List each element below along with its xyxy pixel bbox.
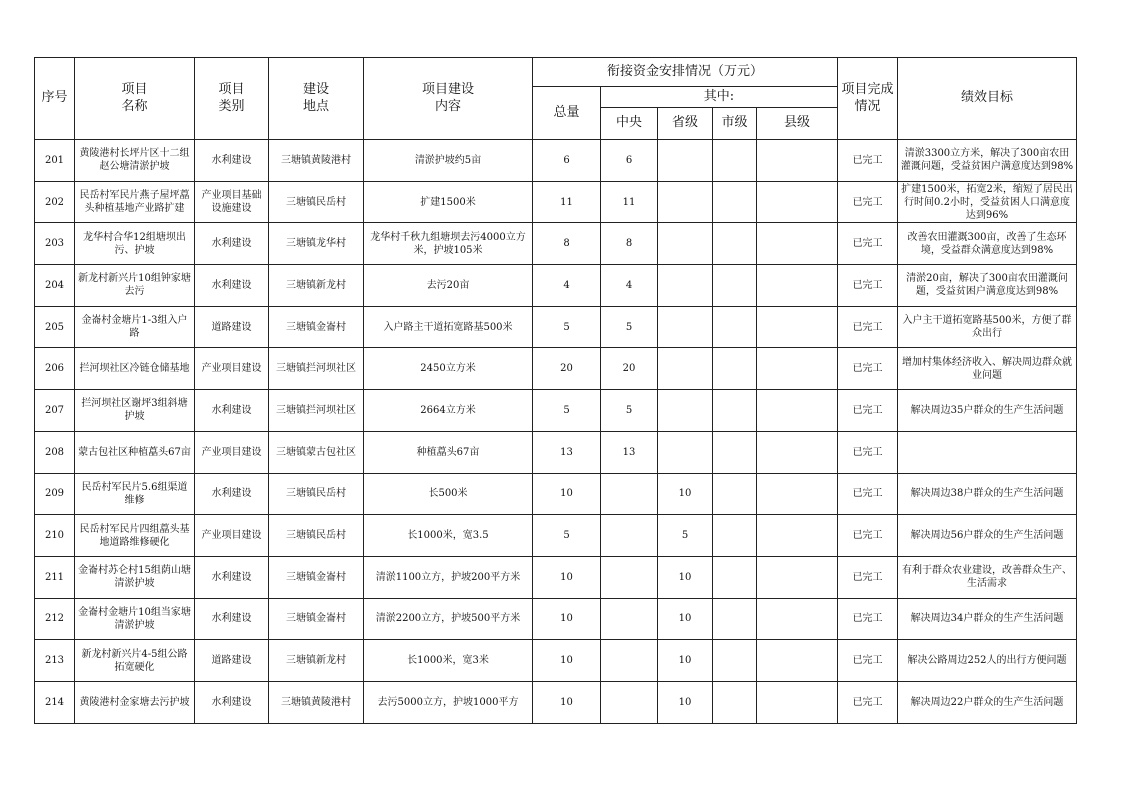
- cell-name: 蒙古包社区种植藠头67亩: [75, 431, 195, 473]
- cell-name: 民岳村军民片5.6组渠道维修: [75, 473, 195, 515]
- header-goal: 绩效目标: [898, 58, 1077, 140]
- cell-location: 三塘镇金崙村: [269, 556, 364, 598]
- cell-content: 入户路主干道拓宽路基500米: [364, 306, 533, 348]
- cell-location: 三塘镇龙华村: [269, 223, 364, 265]
- cell-content: 2664立方米: [364, 390, 533, 432]
- cell-total: 10: [533, 556, 601, 598]
- cell-city: [713, 473, 757, 515]
- cell-city: [713, 223, 757, 265]
- cell-status: 已完工: [838, 473, 898, 515]
- cell-seq: 211: [35, 556, 75, 598]
- cell-total: 5: [533, 515, 601, 557]
- cell-type: 水利建设: [195, 390, 269, 432]
- cell-goal: 解决公路周边252人的出行方便问题: [898, 640, 1077, 682]
- cell-county: [757, 473, 838, 515]
- header-location-text: 建设 地点: [302, 81, 329, 114]
- cell-status: 已完工: [838, 681, 898, 723]
- cell-seq: 209: [35, 473, 75, 515]
- cell-provincial: [658, 265, 713, 307]
- cell-provincial: [658, 431, 713, 473]
- cell-name: 龙华村合华12组塘坝出污、护坡: [75, 223, 195, 265]
- header-city: 市级: [713, 108, 757, 140]
- cell-location: 三塘镇拦河坝社区: [269, 390, 364, 432]
- table-row: [35, 640, 1077, 682]
- cell-name: 金崙村苏仑村15组荫山塘清淤护坡: [75, 556, 195, 598]
- cell-provincial: 10: [658, 681, 713, 723]
- header-funding: 衔接资金安排情况（万元）: [533, 58, 838, 87]
- header-total: 总量: [533, 87, 601, 140]
- cell-location: 三塘镇金崙村: [269, 306, 364, 348]
- cell-goal: 解决周边35户群众的生产生活问题: [898, 390, 1077, 432]
- cell-seq: 205: [35, 306, 75, 348]
- cell-name: 金崙村金塘片10组当家塘清淤护坡: [75, 598, 195, 640]
- cell-city: [713, 681, 757, 723]
- cell-seq: 212: [35, 598, 75, 640]
- cell-total: 10: [533, 473, 601, 515]
- table-row: [35, 431, 1077, 473]
- header-content-text: 项目建设 内容: [421, 81, 474, 114]
- cell-type: 道路建设: [195, 306, 269, 348]
- cell-name: 新龙村新兴片4-5组公路拓宽硬化: [75, 640, 195, 682]
- cell-provincial: 10: [658, 473, 713, 515]
- table-row: [35, 515, 1077, 557]
- cell-status: 已完工: [838, 265, 898, 307]
- cell-goal: 解决周边38户群众的生产生活问题: [898, 473, 1077, 515]
- cell-total: 20: [533, 348, 601, 390]
- header-seq: 序号: [35, 58, 75, 140]
- cell-type: 水利建设: [195, 265, 269, 307]
- cell-location: 三塘镇新龙村: [269, 640, 364, 682]
- cell-location: 三塘镇黄陵港村: [269, 681, 364, 723]
- table-row: [35, 348, 1077, 390]
- cell-location: 三塘镇金崙村: [269, 598, 364, 640]
- header-type: [195, 58, 269, 140]
- cell-total: 11: [533, 181, 601, 223]
- cell-central: 11: [601, 181, 658, 223]
- cell-name: 民岳村军民片燕子屋坪藠头种植基地产业路扩建: [75, 181, 195, 223]
- cell-goal: 入户主干道拓宽路基500米，方便了群众出行: [898, 306, 1077, 348]
- cell-total: 13: [533, 431, 601, 473]
- cell-location: 三塘镇民岳村: [269, 181, 364, 223]
- cell-total: 10: [533, 681, 601, 723]
- cell-location: 三塘镇黄陵港村: [269, 140, 364, 182]
- table-body: [35, 140, 1077, 724]
- cell-type: 水利建设: [195, 473, 269, 515]
- cell-name: 拦河坝社区谢坪3组斜塘护坡: [75, 390, 195, 432]
- cell-seq: 203: [35, 223, 75, 265]
- header-name-text: 项目 名称: [121, 81, 148, 114]
- cell-goal: 清淤20亩，解决了300亩农田灌溉问题，受益贫困户满意度达到98%: [898, 265, 1077, 307]
- cell-total: 8: [533, 223, 601, 265]
- cell-status: 已完工: [838, 515, 898, 557]
- cell-provincial: 10: [658, 598, 713, 640]
- cell-type: 水利建设: [195, 223, 269, 265]
- cell-content: 去污5000立方，护坡1000平方: [364, 681, 533, 723]
- cell-provincial: [658, 140, 713, 182]
- cell-provincial: [658, 181, 713, 223]
- header-central: 中央: [601, 108, 658, 140]
- header-status: [838, 58, 898, 140]
- table-row: [35, 390, 1077, 432]
- cell-central: [601, 515, 658, 557]
- cell-type: 产业项目建设: [195, 515, 269, 557]
- project-table: [34, 57, 1077, 724]
- cell-central: [601, 681, 658, 723]
- cell-content: 种植藠头67亩: [364, 431, 533, 473]
- table-row: [35, 223, 1077, 265]
- cell-county: [757, 431, 838, 473]
- cell-status: 已完工: [838, 140, 898, 182]
- cell-county: [757, 265, 838, 307]
- cell-name: 民岳村军民片四组藠头基地道路维修硬化: [75, 515, 195, 557]
- cell-name: 黄陵港村长坪片区十二组赵公塘清淤护坡: [75, 140, 195, 182]
- cell-location: 三塘镇蒙古包社区: [269, 431, 364, 473]
- cell-type: 水利建设: [195, 598, 269, 640]
- header-location: [269, 58, 364, 140]
- cell-county: [757, 348, 838, 390]
- cell-county: [757, 515, 838, 557]
- header-of-which: 其中:: [601, 87, 838, 108]
- table-row: [35, 306, 1077, 348]
- cell-goal: 改善农田灌溉300亩，改善了生态环境，受益群众满意度达到98%: [898, 223, 1077, 265]
- cell-goal: 解决周边34户群众的生产生活问题: [898, 598, 1077, 640]
- cell-total: 5: [533, 390, 601, 432]
- cell-content: 长500米: [364, 473, 533, 515]
- cell-provincial: [658, 306, 713, 348]
- cell-city: [713, 265, 757, 307]
- cell-location: 三塘镇民岳村: [269, 515, 364, 557]
- cell-provincial: [658, 223, 713, 265]
- cell-city: [713, 598, 757, 640]
- cell-central: 5: [601, 306, 658, 348]
- cell-central: [601, 556, 658, 598]
- cell-content: 龙华村千秋九组塘坝去污4000立方米，护坡105米: [364, 223, 533, 265]
- cell-goal: 解决周边56户群众的生产生活问题: [898, 515, 1077, 557]
- cell-goal: 有利于群众农业建设，改善群众生产、生活需求: [898, 556, 1077, 598]
- cell-name: 金崙村金塘片1-3组入户路: [75, 306, 195, 348]
- cell-seq: 204: [35, 265, 75, 307]
- table-row: [35, 556, 1077, 598]
- cell-central: 8: [601, 223, 658, 265]
- header-provincial: 省级: [658, 108, 713, 140]
- cell-county: [757, 640, 838, 682]
- cell-status: 已完工: [838, 556, 898, 598]
- cell-status: 已完工: [838, 181, 898, 223]
- cell-county: [757, 223, 838, 265]
- table-row: [35, 140, 1077, 182]
- header-type-text: 项目 类别: [218, 81, 245, 114]
- cell-location: 三塘镇民岳村: [269, 473, 364, 515]
- cell-name: 黄陵港村金家塘去污护坡: [75, 681, 195, 723]
- cell-seq: 210: [35, 515, 75, 557]
- cell-central: 13: [601, 431, 658, 473]
- cell-status: 已完工: [838, 223, 898, 265]
- header-county: 县级: [757, 108, 838, 140]
- cell-county: [757, 556, 838, 598]
- cell-county: [757, 306, 838, 348]
- cell-seq: 208: [35, 431, 75, 473]
- cell-goal: 清淤3300立方米，解决了300亩农田灌溉问题，受益贫困户满意度达到98%: [898, 140, 1077, 182]
- cell-type: 道路建设: [195, 640, 269, 682]
- table-row: [35, 181, 1077, 223]
- cell-seq: 213: [35, 640, 75, 682]
- cell-provincial: 5: [658, 515, 713, 557]
- cell-city: [713, 306, 757, 348]
- cell-total: 5: [533, 306, 601, 348]
- cell-seq: 201: [35, 140, 75, 182]
- header-content: [364, 58, 533, 140]
- cell-county: [757, 390, 838, 432]
- cell-total: 4: [533, 265, 601, 307]
- cell-name: 新龙村新兴片10组钟家塘去污: [75, 265, 195, 307]
- cell-goal: 扩建1500米，拓宽2米，缩短了居民出行时间0.2小时，受益贫困人口满意度达到96%: [898, 181, 1077, 223]
- cell-seq: 202: [35, 181, 75, 223]
- cell-content: 长1000米，宽3米: [364, 640, 533, 682]
- table-row: [35, 265, 1077, 307]
- cell-content: 长1000米，宽3.5: [364, 515, 533, 557]
- cell-content: 扩建1500米: [364, 181, 533, 223]
- cell-status: 已完工: [838, 306, 898, 348]
- table-row: [35, 598, 1077, 640]
- cell-central: [601, 640, 658, 682]
- cell-city: [713, 640, 757, 682]
- cell-content: 2450立方米: [364, 348, 533, 390]
- cell-status: 已完工: [838, 431, 898, 473]
- header-status-text: 项目完成 情况: [841, 81, 894, 114]
- cell-type: 产业项目基础设施建设: [195, 181, 269, 223]
- header-name: [75, 58, 195, 140]
- cell-provincial: 10: [658, 556, 713, 598]
- cell-type: 产业项目建设: [195, 431, 269, 473]
- cell-central: [601, 473, 658, 515]
- cell-county: [757, 681, 838, 723]
- cell-type: 水利建设: [195, 681, 269, 723]
- cell-city: [713, 348, 757, 390]
- cell-central: 4: [601, 265, 658, 307]
- cell-provincial: 10: [658, 640, 713, 682]
- cell-name: 拦河坝社区冷链仓储基地: [75, 348, 195, 390]
- cell-content: 清淤1100立方，护坡200平方米: [364, 556, 533, 598]
- cell-total: 10: [533, 640, 601, 682]
- cell-goal: [898, 431, 1077, 473]
- cell-goal: 增加村集体经济收入、解决周边群众就业问题: [898, 348, 1077, 390]
- cell-city: [713, 390, 757, 432]
- cell-city: [713, 515, 757, 557]
- cell-provincial: [658, 390, 713, 432]
- cell-total: 6: [533, 140, 601, 182]
- cell-total: 10: [533, 598, 601, 640]
- cell-central: [601, 598, 658, 640]
- cell-status: 已完工: [838, 348, 898, 390]
- cell-seq: 207: [35, 390, 75, 432]
- cell-county: [757, 181, 838, 223]
- cell-city: [713, 431, 757, 473]
- cell-content: 去污20亩: [364, 265, 533, 307]
- cell-location: 三塘镇新龙村: [269, 265, 364, 307]
- cell-goal: 解决周边22户群众的生产生活问题: [898, 681, 1077, 723]
- cell-content: 清淤护坡约5亩: [364, 140, 533, 182]
- cell-seq: 206: [35, 348, 75, 390]
- cell-type: 产业项目建设: [195, 348, 269, 390]
- cell-central: 6: [601, 140, 658, 182]
- cell-central: 20: [601, 348, 658, 390]
- cell-status: 已完工: [838, 598, 898, 640]
- cell-status: 已完工: [838, 640, 898, 682]
- table-row: [35, 681, 1077, 723]
- cell-status: 已完工: [838, 390, 898, 432]
- cell-city: [713, 140, 757, 182]
- cell-type: 水利建设: [195, 556, 269, 598]
- cell-city: [713, 181, 757, 223]
- cell-city: [713, 556, 757, 598]
- cell-county: [757, 598, 838, 640]
- cell-provincial: [658, 348, 713, 390]
- cell-location: 三塘镇拦河坝社区: [269, 348, 364, 390]
- cell-seq: 214: [35, 681, 75, 723]
- cell-content: 清淤2200立方，护坡500平方米: [364, 598, 533, 640]
- cell-county: [757, 140, 838, 182]
- cell-type: 水利建设: [195, 140, 269, 182]
- table-row: [35, 473, 1077, 515]
- cell-central: 5: [601, 390, 658, 432]
